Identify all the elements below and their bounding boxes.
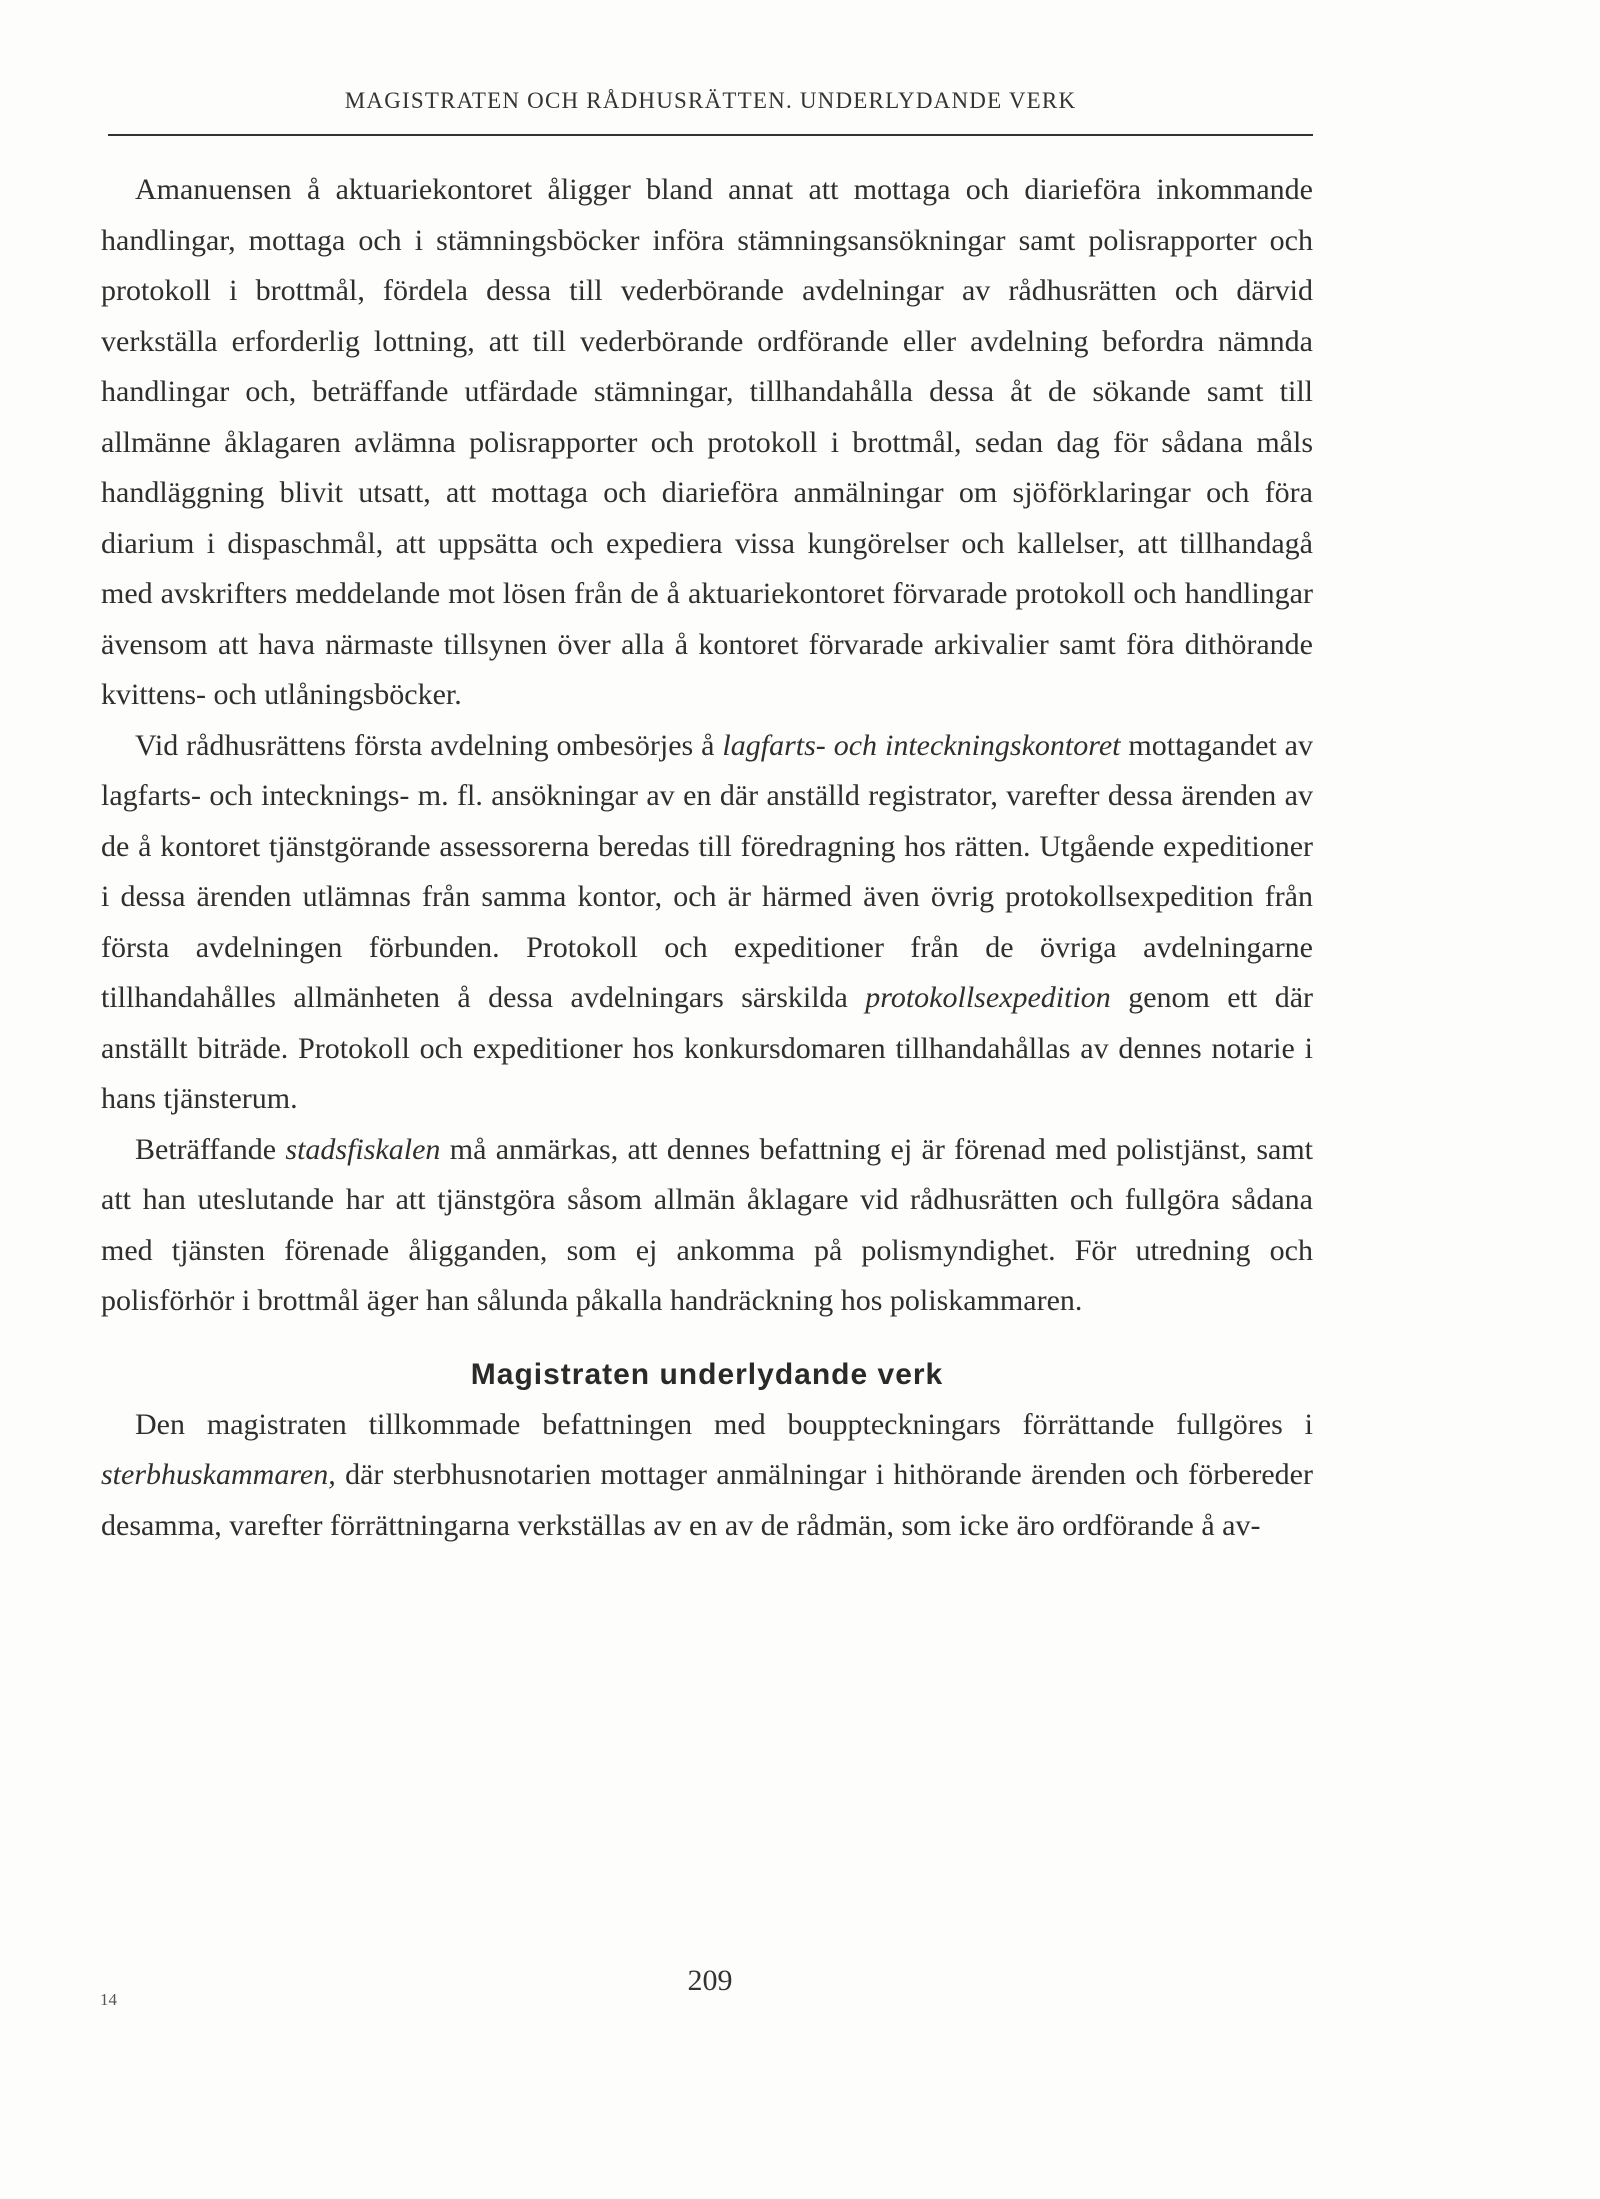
- italic-term-stadsfiskalen: stadsfiskalen: [285, 1132, 441, 1166]
- italic-term-lagfartskontoret: lagfarts- och inteckningskontoret: [722, 728, 1121, 762]
- signature-mark: 14: [100, 1990, 117, 2009]
- section-heading: Magistraten underlydande verk: [470, 1357, 944, 1391]
- italic-term-sterbhuskammaren: sterbhuskammaren,: [101, 1458, 336, 1491]
- paragraph-amanuensen: Amanuensen å aktuariekontoret åligger bland annat att mottaga och diarieföra inkommande handlingar, mottaga och i stämningsböcker införa stämningsansökningar samt polisrapporter och protokoll i brottmål, fördela dessa till vederbörande avdelningar av rådhusrätten och därvid verkställa erforderlig lottning, att till vederbörande ordförande eller avdelning befordra nämnda handlingar och, beträffande utfärdade stämningar, tillhandahålla dessa åt de sökande samt till allmänne åklagaren avlämna polisrapporter och protokoll i brottmål, sedan dag för sådana måls handläggning blivit utsatt, att mottaga och diarieföra anmälningar om sjöförklaringar och föra diarium i dispaschmål, att uppsätta och expediera vissa kungörelser och kallelser, att tillhandagå med avskrifters meddelande mot lösen från de å aktuariekontoret förvarade protokoll och handlingar ävensom att hava närmaste tillsynen över alla å kontoret förvarade arkivalier samt föra dithörande kvittens- och utlåningsböcker.: [101, 173, 1313, 711]
- italic-term-protokollsexpedition: protokollsexpedition: [865, 981, 1111, 1014]
- text-span: mottagandet av lagfarts- och intecknings- m. fl. ansökningar av en där anställd registrator, varefter dessa ärenden av de å kontoret tjänstgörande assessorerna beredas till föredragning hos rätten. Utgående expeditioner i dessa ärenden utlämnas från samma kontor, och är härmed även övrig protokollsexpedition från första avdelningen förbunden. Protokoll och expeditioner från de övriga avdelningarne tillhandahålles allmänheten å dessa avdelningars särskilda: [101, 728, 1313, 1014]
- paragraph-lagfartskontoret: [101, 721, 1313, 1125]
- text-span: genom ett där anställt biträde. Protokoll och expeditioner hos konkursdomaren tillhandahållas av dennes notarie i hans tjänsterum.: [101, 981, 1313, 1115]
- text-span: må anmärkas, att dennes befattning ej är förenad med polistjänst, samt att han uteslutande har att tjänstgöra såsom allmän åklagare vid rådhusrätten och fullgöra sådana med tjänsten förenade åligganden, som ej ankomma på polismyndighet. För utredning och polisförhör i brottmål äger han sålunda påkalla handräckning hos poliskammaren.: [101, 1132, 1313, 1317]
- page-number: 209: [687, 1964, 733, 1997]
- text-span: Beträffande: [135, 1132, 286, 1166]
- paragraph-sterbhuskammaren: [101, 1400, 1313, 1552]
- header-rule: [108, 134, 1313, 136]
- body-text: [101, 165, 1313, 1551]
- paragraph-stadsfiskalen: [101, 1125, 1313, 1327]
- text-span: Den magistraten tillkommade befattningen med bouppteckningars förrättande fullgöres i: [135, 1407, 1313, 1441]
- running-head: MAGISTRATEN OCH RÅDHUSRÄTTEN. UNDERLYDANDE VERK: [344, 88, 1077, 113]
- text-span: där sterbhusnotarien mottager anmälningar i hithörande ärenden och förbereder desamma, varefter förrättningarna verkställas av en av de rådmän, som icke äro ordförande å av-: [101, 1458, 1313, 1542]
- text-span: Vid rådhusrättens första avdelning ombesörjes å: [135, 728, 723, 762]
